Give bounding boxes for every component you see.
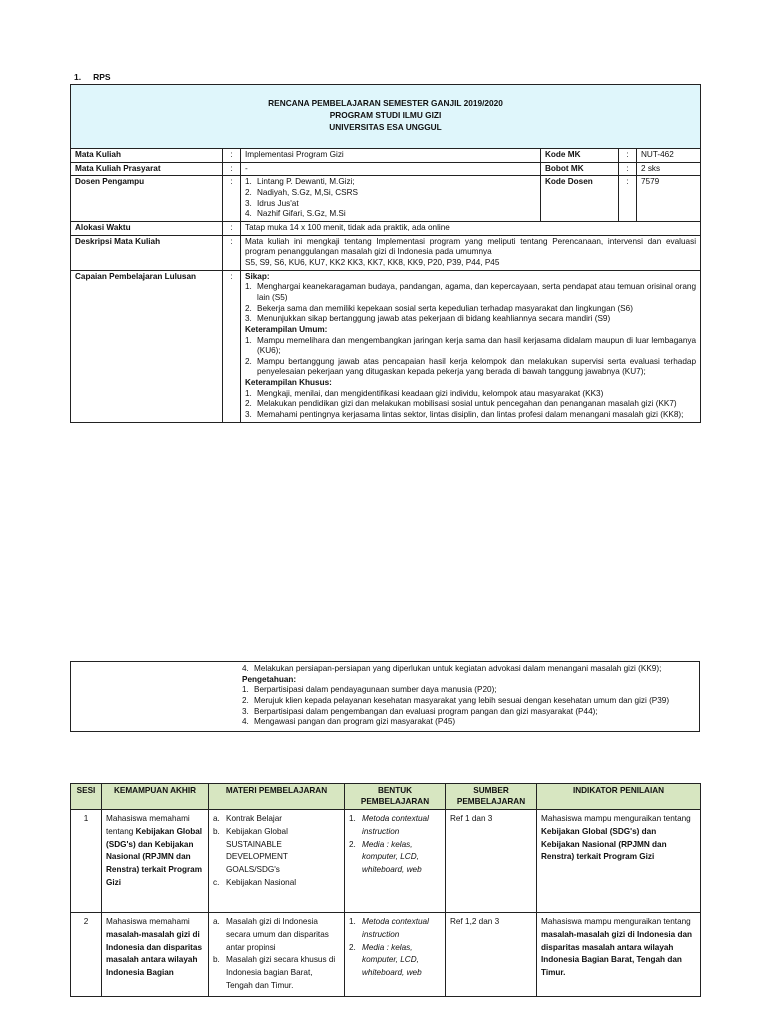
list-item: 1. Metoda contextual instruction	[349, 917, 429, 940]
dosen-label: Dosen Pengampu	[71, 176, 223, 222]
table-row	[71, 810, 701, 913]
list-item: 2. Mampu bertanggung jawab atas pencapaian hasil kerja kelompok dan melakukan supervisi serta evaluasi terhadap penyelesaian pekerjaan yang ditugaskan kepada pekerja yang berada di bawah tanggung jawabnya (KU7);	[245, 356, 697, 377]
mata-kuliah-value: Implementasi Program Gizi	[241, 149, 541, 163]
mata-kuliah-label: Mata Kuliah	[71, 149, 223, 163]
prasyarat-label: Mata Kuliah Prasyarat	[71, 162, 223, 176]
kemampuan-cell: Mahasiswa memahami tentang Kebijakan Global (SDG's) dan Kebijakan Nasional (RPJMN dan Renstra) terkait Program Gizi	[102, 810, 209, 913]
bobot-mk-label: Bobot MK	[541, 162, 619, 176]
bentuk-cell	[345, 810, 446, 913]
title-line-3: UNIVERSITAS ESA UNGGUL	[329, 122, 442, 133]
list-item: 2. Melakukan pendidikan gizi dan melakukan mobilisasi sosial untuk pencegahan dan penanganan masalah gizi (KK7)	[245, 399, 677, 409]
col-header-bentuk: BENTUK PEMBELAJARAN	[345, 784, 446, 810]
cpl-label: Capaian Pembelajaran Lulusan	[71, 270, 223, 422]
col-header-sumber: SUMBER PEMBELAJARAN	[446, 784, 537, 810]
deskripsi-text: Mata kuliah ini mengkaji tentang Implementasi program yang meliputi tentang Perencanaan, intervensi dan evaluasi program penanggulangan masalah gizi di Indonesia pada umumnya	[245, 236, 697, 257]
dosen-list	[241, 176, 541, 222]
kode-dosen-value: 7579	[637, 176, 701, 222]
kode-dosen-label: Kode Dosen	[541, 176, 619, 222]
rps-title	[71, 85, 701, 149]
col-header-sesi: SESI	[71, 784, 102, 810]
deskripsi-label: Deskripsi Mata Kuliah	[71, 235, 223, 270]
rps-table	[70, 84, 701, 423]
cpl-value	[241, 270, 701, 422]
sikap-heading: Sikap:	[245, 271, 270, 281]
list-item: 4. Mengawasi pangan dan program gizi masyarakat (P45)	[242, 717, 456, 727]
section-heading	[74, 72, 111, 83]
colon: :	[223, 235, 241, 270]
kemampuan-cell: Mahasiswa memahami masalah-masalah gizi di Indonesia dan disparitas masalah antara wilayah Indonesia Bagian	[102, 913, 209, 996]
list-item: b. Kebijakan Global SUSTAINABLE DEVELOPMENT GOALS/SDG's	[213, 827, 288, 875]
list-item: 2. Merujuk klien kepada pelayanan kesehatan masyarakat yang lebih sesuai dengan kesehatan umum dan gizi (P39)	[242, 695, 670, 705]
col-header-materi: MATERI PEMBELAJARAN	[209, 784, 345, 810]
list-item: 3. Berpartisipasi dalam pengembangan dan evaluasi program pangan dan gizi masyarakat (P44);	[242, 706, 598, 716]
materi-cell	[209, 810, 345, 913]
colon: :	[619, 176, 637, 222]
list-item: 3. Menunjukkan sikap bertanggung jawab atas pekerjaan di bidang keahliannya secara mandiri (S9)	[245, 314, 611, 324]
pengetahuan-heading: Pengetahuan:	[242, 674, 297, 684]
deskripsi-codes: S5, S9, S6, KU6, KU7, KK2 KK3, KK7, KK8, KK9, P20, P39, P44, P45	[245, 257, 500, 267]
list-item: a. Kontrak Belajar	[213, 814, 282, 824]
colon: :	[223, 162, 241, 176]
deskripsi-value	[241, 235, 701, 270]
list-item: b. Masalah gizi secara khusus di Indonesia bagian Barat, Tengah dan Timur.	[213, 955, 336, 990]
list-item: 4. Nazhif Gifari, S.Gz, M.Si	[245, 209, 346, 219]
list-item: 2. Media : kelas, komputer, LCD, whiteboard, web	[349, 839, 422, 875]
list-item: 1. Mampu memelihara dan mengembangkan jaringan kerja sama dan hasil kerjasama didalam maupun di luar lembaganya (KU6);	[245, 335, 697, 356]
row-deskripsi	[71, 235, 701, 270]
sesi-number: 1	[71, 810, 102, 913]
row-cpl	[71, 270, 701, 422]
colon: :	[223, 221, 241, 235]
title-line-1: RENCANA PEMBELAJARAN SEMESTER GANJIL 2019/2020	[268, 98, 503, 108]
list-item: 1. Menghargai keanekaragaman budaya, pandangan, agama, dan kepercayaan, serta pendapat atau temuan orisinal orang lain (S5)	[245, 282, 697, 302]
col-header-kemampuan: KEMAMPUAN AKHIR	[102, 784, 209, 810]
sesi-number: 2	[71, 913, 102, 996]
materi-cell	[209, 913, 345, 996]
kode-mk-label: Kode MK	[541, 149, 619, 163]
list-item: 3. Memahami pentingnya kerjasama lintas sektor, lintas disiplin, dan lintas profesi dalam menangani masalah gizi (KK8);	[245, 410, 684, 420]
list-item: 1. Mengkaji, menilai, dan mengidentifikasi keadaan gizi individu, kelompok atau masyarakat (KK3)	[245, 388, 604, 398]
colon: :	[223, 176, 241, 222]
table-header-row	[71, 784, 701, 810]
sumber-cell: Ref 1 dan 3	[446, 810, 537, 913]
kode-mk-value: NUT-462	[637, 149, 701, 163]
sumber-cell: Ref 1,2 dan 3	[446, 913, 537, 996]
indikator-cell: Mahasiswa mampu menguraikan tentang masalah-masalah gizi di Indonesia dan disparitas masalah antara wilayah Indonesia Bagian Barat, Tengah dan Timur.	[537, 913, 701, 996]
prasyarat-value: -	[241, 162, 541, 176]
list-item: c. Kebijakan Nasional	[213, 877, 297, 887]
rps-header-row	[71, 85, 701, 149]
keterampilan-khusus-heading: Keterampilan Khusus:	[245, 378, 332, 388]
cpl-continuation	[70, 661, 700, 732]
section-number: 1.	[74, 72, 82, 82]
list-item: 2. Nadiyah, S.Gz, M,Si, CSRS	[245, 187, 359, 197]
list-item: a. Masalah gizi di Indonesia secara umum dan disparitas antar propinsi	[213, 917, 329, 952]
keterampilan-umum-heading: Keterampilan Umum:	[245, 324, 328, 334]
list-item: 4. Melakukan persiapan-persiapan yang diperlukan untuk kegiatan advokasi dalam menangani masalah gizi (KK9);	[242, 664, 662, 673]
indikator-cell: Mahasiswa mampu menguraikan tentang Kebijakan Global (SDG's) dan Kebijakan Nasional (RPJMN dan Renstra) terkait Program Gizi	[537, 810, 701, 913]
sesi-table	[70, 783, 701, 997]
list-item: 1. Metoda contextual instruction	[349, 814, 429, 837]
colon: :	[223, 270, 241, 422]
row-prasyarat	[71, 162, 701, 176]
colon: :	[223, 149, 241, 163]
colon: :	[619, 149, 637, 163]
col-header-indikator: INDIKATOR PENILAIAN	[537, 784, 701, 810]
list-item: 3. Idrus Jus'at	[245, 198, 299, 208]
bentuk-cell	[345, 913, 446, 996]
row-alokasi	[71, 221, 701, 235]
row-mata-kuliah	[71, 149, 701, 163]
colon: :	[619, 162, 637, 176]
alokasi-label: Alokasi Waktu	[71, 221, 223, 235]
table-row	[71, 913, 701, 996]
list-item: 2. Bekerja sama dan memiliki kepekaan sosial serta kepedulian terhadap masyarakat dan lingkungan (S6)	[245, 303, 633, 313]
section-title: RPS	[93, 72, 111, 82]
title-line-2: PROGRAM STUDI ILMU GIZI	[329, 110, 442, 121]
list-item: 1. Berpartisipasi dalam pendayagunaan sumber daya manusia (P20);	[242, 685, 497, 695]
list-item: 1. Lintang P. Dewanti, M.Gizi;	[245, 177, 355, 187]
bobot-mk-value: 2 sks	[637, 162, 701, 176]
alokasi-value: Tatap muka 14 x 100 menit, tidak ada praktik, ada online	[241, 221, 701, 235]
list-item: 2. Media : kelas, komputer, LCD, whiteboard, web	[349, 942, 422, 978]
row-dosen	[71, 176, 701, 222]
